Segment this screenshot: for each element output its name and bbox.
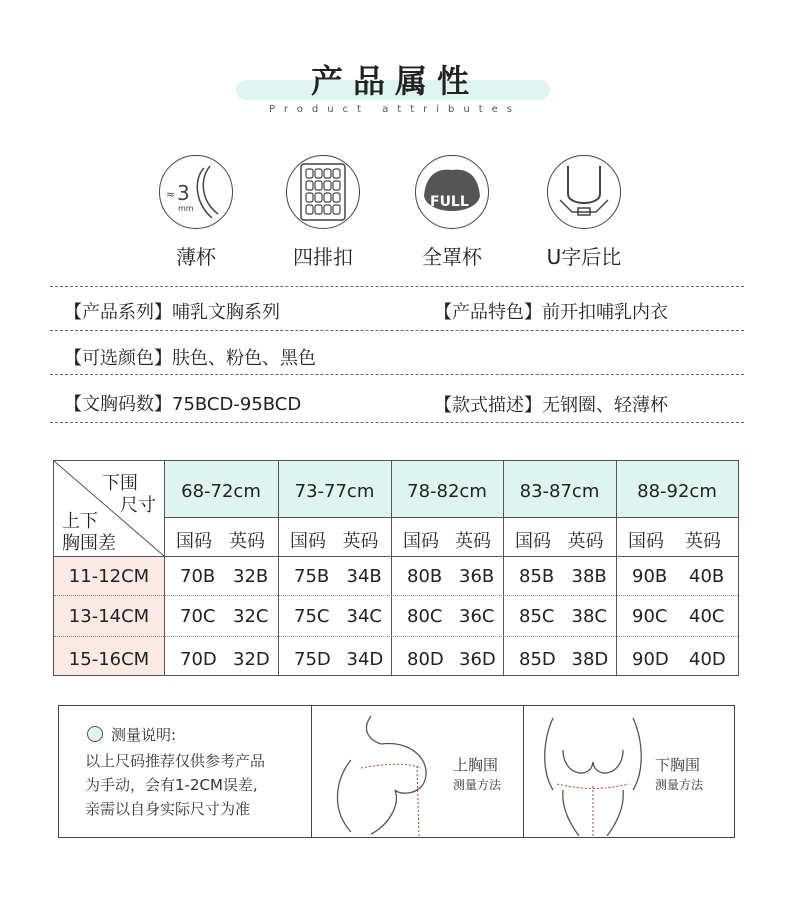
cn-size: 80C	[407, 606, 443, 627]
attr-colors: 【可选颜色】肤色、粉色、黑色	[64, 348, 316, 369]
measurement-line: 以上尺码推荐仅供参考产品	[85, 752, 266, 770]
upper-bust-illustration	[321, 710, 451, 836]
code-header-en: 英码	[685, 531, 721, 552]
diff-label: 13-14CM	[68, 606, 150, 627]
code-header-en: 英码	[455, 531, 491, 552]
measurement-line: 亲需以自身实际尺寸为准	[85, 800, 251, 818]
cn-size: 70C	[180, 606, 216, 627]
svg-text:3: 3	[177, 181, 190, 205]
cn-size: 75B	[294, 566, 330, 587]
divider	[50, 374, 744, 375]
en-size: 32B	[233, 566, 269, 587]
en-size: 38D	[571, 649, 609, 670]
code-header-en: 英码	[342, 531, 379, 552]
corner-label-size: 尺寸	[120, 495, 156, 516]
diff-label: 15-16CM	[68, 649, 150, 670]
code-header-en: 英码	[567, 531, 604, 552]
grid-line	[54, 556, 738, 557]
feature-label: 四排扣	[293, 245, 353, 269]
feature-label: U字后比	[546, 245, 622, 269]
en-size: 40C	[689, 606, 725, 627]
row-divider	[54, 636, 738, 637]
measurement-line: 为手动，会有1-2CM误差,	[85, 776, 258, 794]
range-header: 78-82cm	[407, 481, 487, 502]
cn-size: 85D	[519, 649, 556, 670]
measurement-box	[58, 705, 735, 838]
lower-bust-illustration	[533, 710, 653, 836]
range-header: 88-92cm	[637, 481, 717, 502]
divider	[50, 330, 744, 331]
code-header-cn: 国码	[403, 531, 439, 552]
upper-bust-sub: 测量方法	[453, 778, 502, 792]
code-header-en: 英码	[229, 531, 265, 552]
corner-label-updown: 上下	[62, 511, 98, 532]
lower-bust-sub: 测量方法	[655, 778, 704, 792]
svg-text:FULL: FULL	[430, 194, 469, 210]
cn-size: 90C	[632, 606, 668, 627]
feature-four-row-hooks	[258, 155, 388, 270]
diff-label: 11-12CM	[68, 566, 150, 587]
corner-label-diff: 胸围差	[62, 533, 116, 554]
divider	[311, 706, 312, 837]
en-size: 36C	[459, 606, 495, 627]
divider	[50, 286, 744, 287]
attr-feature: 【产品特色】前开扣哺乳内衣	[434, 302, 668, 323]
cn-size: 75C	[294, 606, 330, 627]
size-table	[53, 460, 739, 676]
code-header-cn: 国码	[290, 531, 326, 552]
cn-size: 90D	[632, 649, 669, 670]
cn-size: 75D	[294, 649, 331, 670]
corner-label-under-bust: 下围	[102, 473, 138, 494]
attr-sizes: 【文胸码数】75BCD-95BCD	[64, 394, 302, 415]
code-header-cn: 国码	[515, 531, 551, 552]
u-back-icon	[547, 155, 621, 229]
range-header: 83-87cm	[519, 481, 600, 502]
cn-size: 70D	[180, 649, 217, 670]
en-size: 34B	[346, 566, 382, 587]
cn-size: 90B	[632, 566, 668, 587]
en-size: 40D	[689, 649, 726, 670]
page-subtitle: Product attributes	[269, 104, 521, 115]
en-size: 32C	[233, 606, 269, 627]
attr-style: 【款式描述】无钢圈、轻薄杯	[434, 395, 668, 416]
upper-bust-title: 上胸围	[453, 756, 499, 774]
en-size: 34C	[346, 606, 382, 627]
code-header-cn: 国码	[176, 531, 212, 552]
feature-label: 全罩杯	[422, 245, 482, 269]
bullet-dot	[87, 726, 103, 742]
en-size: 38B	[571, 566, 607, 587]
svg-text:≈: ≈	[166, 188, 176, 201]
divider	[50, 422, 744, 423]
cn-size: 70B	[180, 566, 216, 587]
svg-text:mm: mm	[178, 204, 194, 213]
en-size: 36D	[459, 649, 496, 670]
four-row-hooks-icon	[286, 155, 360, 229]
range-header: 68-72cm	[181, 481, 261, 502]
range-header: 73-77cm	[294, 481, 375, 502]
feature-thin-cup	[131, 155, 261, 270]
attr-series: 【产品系列】哺乳文胸系列	[64, 302, 280, 323]
measurement-heading: 测量说明:	[111, 726, 177, 744]
cn-size: 85C	[519, 606, 555, 627]
en-size: 38C	[571, 606, 607, 627]
en-size: 32D	[233, 649, 270, 670]
cn-size: 85B	[519, 566, 555, 587]
feature-u-back	[519, 155, 649, 270]
divider	[523, 706, 524, 837]
feature-full-cup	[387, 155, 517, 270]
feature-label: 薄杯	[176, 245, 216, 269]
cn-size: 80D	[407, 649, 444, 670]
en-size: 36B	[459, 566, 495, 587]
en-size: 40B	[689, 566, 725, 587]
page-title: 产品属性	[310, 62, 479, 100]
lower-bust-title: 下胸围	[655, 756, 701, 774]
cn-size: 80B	[407, 566, 443, 587]
row-divider	[54, 595, 738, 596]
thin-cup-3mm-icon	[159, 155, 233, 229]
en-size: 34D	[346, 649, 384, 670]
code-header-cn: 国码	[628, 531, 664, 552]
full-cup-icon	[415, 155, 489, 229]
grid-line	[164, 517, 738, 518]
